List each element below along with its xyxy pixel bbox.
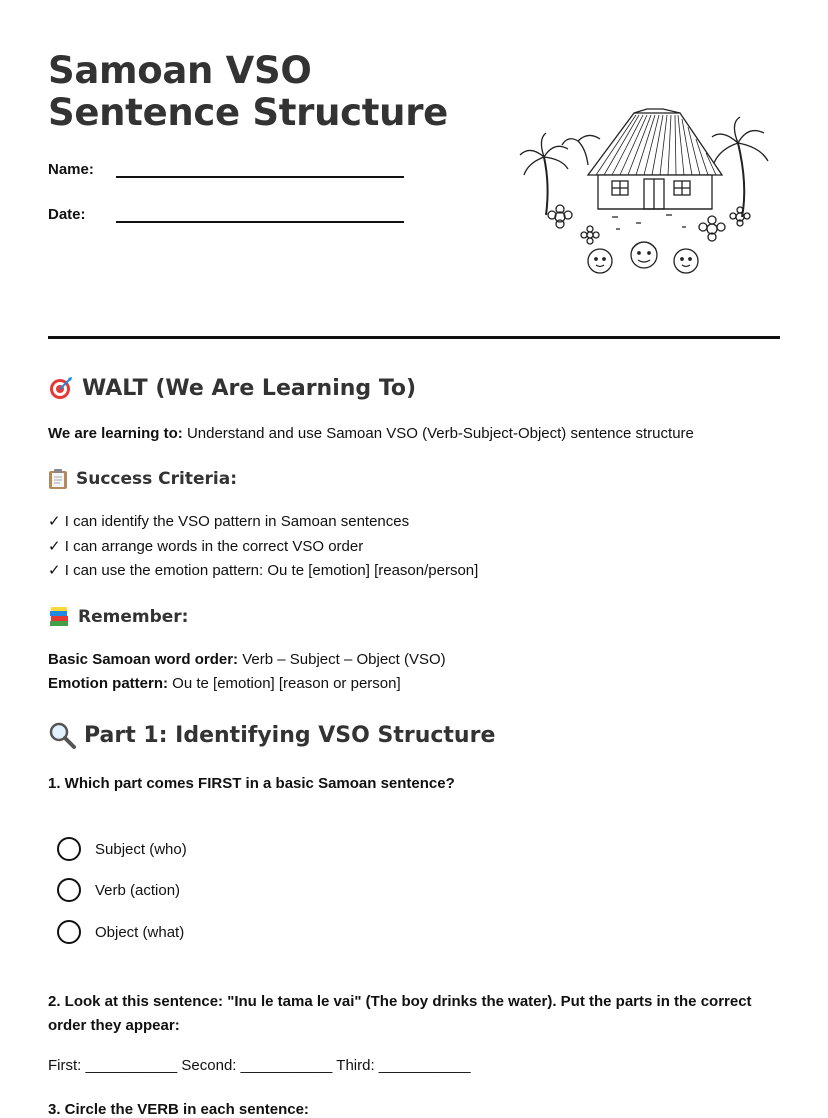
question-2: 2. Look at this sentence: "Inu le tama le vai" (The boy drinks the water). Put the parts in the correct order they appear: <box>48 993 752 1034</box>
remember-word-order <box>48 650 446 670</box>
radio-button[interactable] <box>57 920 81 944</box>
success-item: ✓ I can arrange words in the correct VSO order <box>48 538 364 555</box>
samoan-fale-illustration <box>516 105 772 281</box>
walt-heading-text: WALT (We Are Learning To) <box>82 375 417 401</box>
option-label: Object (what) <box>95 923 185 941</box>
magnifier-icon <box>48 721 76 749</box>
remember-emotion-pattern <box>48 674 401 694</box>
walt-statement <box>48 424 694 444</box>
success-heading-text: Success Criteria: <box>76 469 238 489</box>
remember-word-order-text: Verb – Subject – Object (VSO) <box>242 651 446 668</box>
radio-button[interactable] <box>57 837 81 861</box>
walt-text: Understand and use Samoan VSO (Verb-Subject-Object) sentence structure <box>186 425 694 442</box>
part1-heading-text: Part 1: Identifying VSO Structure <box>84 722 496 748</box>
success-item: ✓ I can identify the VSO pattern in Samoan sentences <box>48 513 410 530</box>
remember-emotion-lead: Emotion pattern: <box>48 675 168 692</box>
walt-lead: We are learning to: <box>48 425 183 442</box>
remember-emotion-text: Ou te [emotion] [reason or person] <box>172 675 401 692</box>
success-heading <box>48 468 237 490</box>
option-verb[interactable] <box>57 878 180 902</box>
section-divider <box>48 336 780 339</box>
success-item: ✓ I can use the emotion pattern: Ou te [emotion] [reason/person] <box>48 562 479 579</box>
date-label: Date: <box>48 206 86 223</box>
remember-word-order-lead: Basic Samoan word order: <box>48 651 239 668</box>
walt-heading <box>48 375 416 401</box>
option-label: Verb (action) <box>95 881 181 899</box>
option-label: Subject (who) <box>95 840 187 858</box>
question-1: 1. Which part comes FIRST in a basic Samoan sentence? <box>48 775 455 792</box>
part1-heading <box>48 721 495 749</box>
name-input-line[interactable] <box>116 160 404 178</box>
target-icon <box>48 375 74 401</box>
name-label: Name: <box>48 161 94 178</box>
option-object[interactable] <box>57 920 184 944</box>
question-3: 3. Circle the VERB in each sentence: <box>48 1101 309 1118</box>
q2-answer-blanks[interactable]: First: ___________ Second: ___________ Third: ___________ <box>48 1057 471 1074</box>
books-icon <box>48 606 70 628</box>
option-subject[interactable] <box>57 837 187 861</box>
page-title: Samoan VSO Sentence Structure <box>48 49 448 134</box>
radio-button[interactable] <box>57 878 81 902</box>
date-field[interactable] <box>48 205 404 223</box>
name-field[interactable] <box>48 160 404 178</box>
date-input-line[interactable] <box>116 205 404 223</box>
remember-heading <box>48 606 188 628</box>
clipboard-icon <box>48 468 68 490</box>
remember-heading-text: Remember: <box>78 607 189 627</box>
